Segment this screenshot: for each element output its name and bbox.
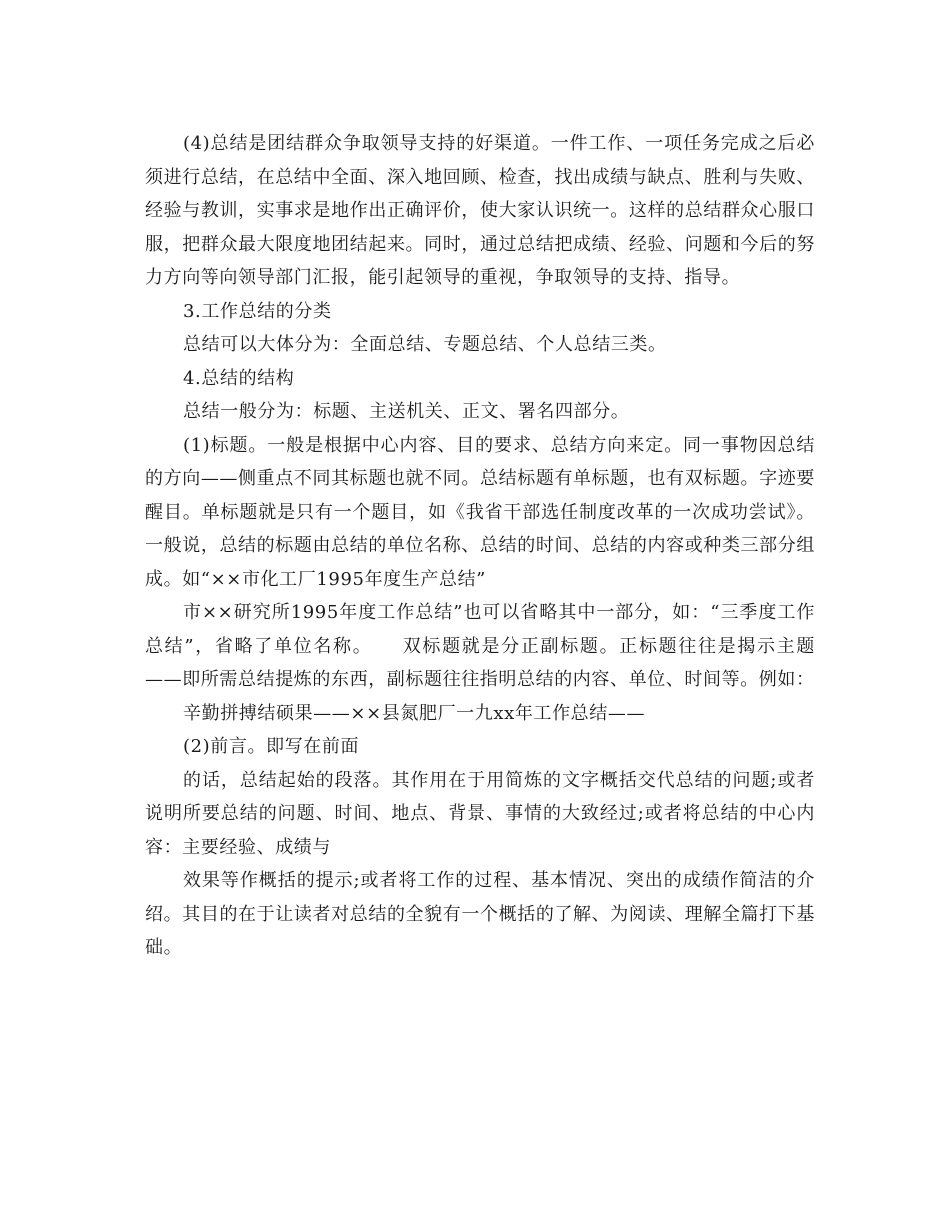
paragraph-preface-body: 的话，总结起始的段落。其作用在于用简炼的文字概括交代总结的问题;或者说明所要总结的问题、时间、地点、背景、事情的大致经过;或者将总结的中心内容：主要经验、成绩与: [145, 769, 815, 858]
paragraph-title-example: 辛勤拼搏结硕果——××县氮肥厂一九xx年工作总结——: [183, 702, 646, 724]
paragraph-title-continued: 市××研究所1995年度工作总结”也可以省略其中一部分，如：“三季度工作总结”，省略了单位名称。 双标题就是分正副标题。正标题往往是揭示主题——即所需总结提炼的东西，副标题往往指明总结的内容、单位、时间等。例如：: [145, 602, 815, 690]
document-body: [145, 127, 815, 965]
paragraph-classification: 总结可以大体分为：全面总结、专题总结、个人总结三类。: [183, 334, 667, 355]
paragraph-preface-body-continued: 效果等作概括的提示;或者将工作的过程、基本情况、突出的成绩作简洁的介绍。其目的在于让读者对总结的全貌有一个概括的了解、为阅读、理解全篇打下基础。: [145, 870, 815, 958]
section-heading-structure: 4.总结的结构: [183, 367, 295, 389]
paragraph-preface-heading: (2)前言。即写在前面: [183, 736, 360, 757]
paragraph-structure: 总结一般分为：标题、主送机关、正文、署名四部分。: [183, 401, 630, 422]
paragraph-title: (1)标题。一般是根据中心内容、目的要求、总结方向来定。同一事物因总结的方向——侧重点不同其标题也就不同。总结标题有单标题，也有双标题。字迹要醒目。单标题就是只有一个题目，如《我省干部选任制度改革的一次成功尝试》。一般说，总结的标题由总结的单位名称、总结的时间、总结的内容或种类三部分组成。如“××市化工厂1995年度生产总结”: [145, 434, 815, 590]
paragraph-summary-purpose-4: (4)总结是团结群众争取领导支持的好渠道。一件工作、一项任务完成之后必须进行总结，在总结中全面、深入地回顾、检查，找出成绩与缺点、胜利与失败、经验与教训，实事求是地作出正确评价，使大家认识统一。这样的总结群众心服口服，把群众最大限度地团结起来。同时，通过总结把成绩、经验、问题和今后的努力方向等向领导部门汇报，能引起领导的重视，争取领导的支持、指导。: [145, 133, 815, 288]
section-heading-classification: 3.工作总结的分类: [183, 300, 332, 322]
